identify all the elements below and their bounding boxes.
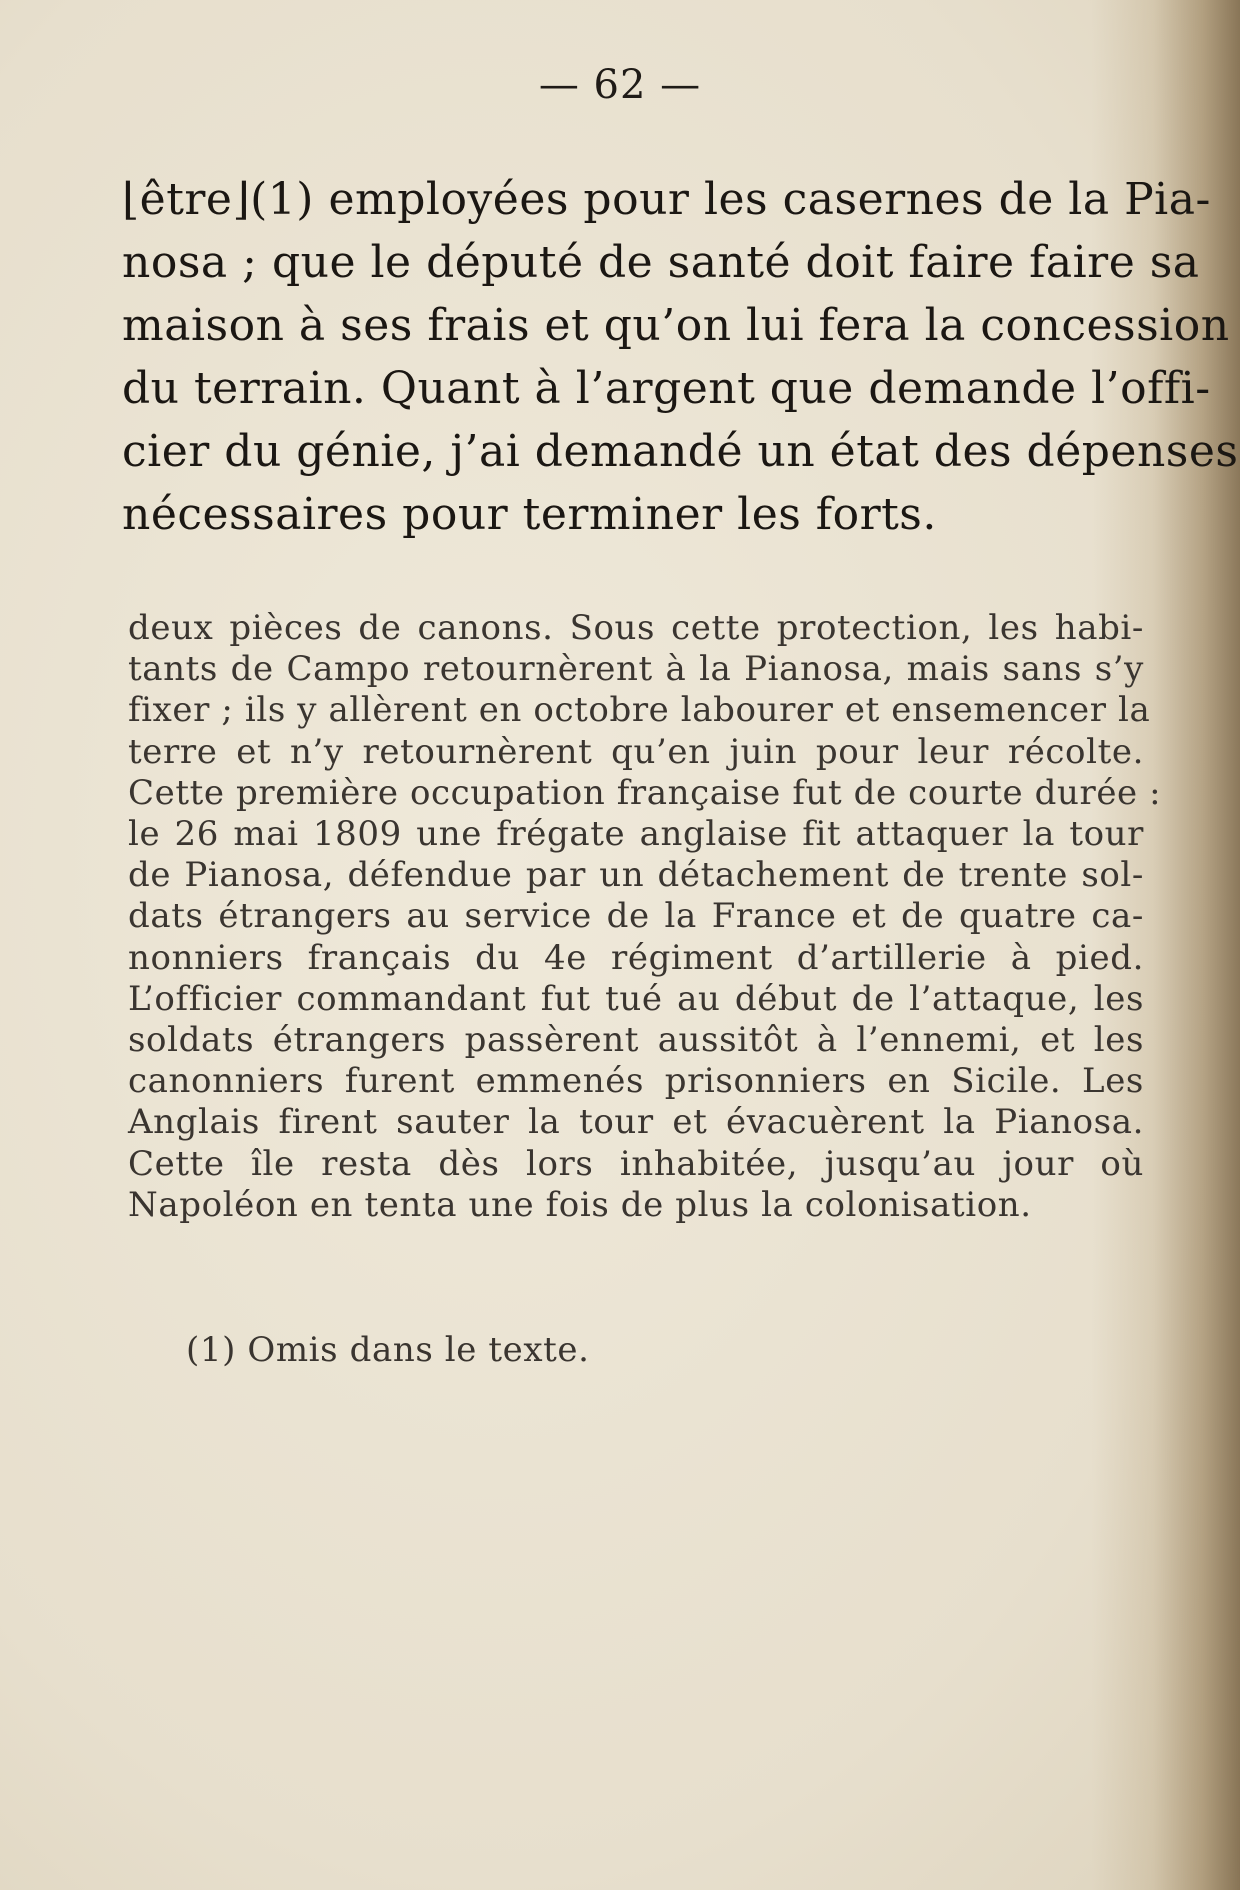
note-text-line: Cette île resta dès lors inhabitée, jusqu’au jour où: [128, 1143, 1144, 1184]
note-text-line: Anglais firent sauter la tour et évacuèrent la Pianosa.: [128, 1102, 1144, 1143]
note-text-line: canonniers furent emmenés prisonniers en Sicile. Les: [128, 1061, 1144, 1102]
main-text-line: du terrain. Quant à l’argent que demande l’offi-: [122, 363, 1211, 414]
note-text-line: fixer ; ils y allèrent en octobre labourer et ensemencer la: [128, 690, 1151, 731]
note-text-line: tants de Campo retournèrent à la Pianosa, mais sans s’y: [128, 649, 1144, 690]
note-text-line: terre et n’y retournèrent qu’en juin pour leur récolte.: [128, 731, 1144, 772]
main-text-line: ⌊être⌋(1) employées pour les casernes de la Pia-: [122, 174, 1211, 225]
note-text-line: le 26 mai 1809 une frégate anglaise fit attaquer la tour: [128, 814, 1144, 855]
note-text-line: Napoléon en tenta une fois de plus la colonisation.: [128, 1184, 1032, 1225]
main-text-line: cier du génie, j’ai demandé un état des dépenses: [122, 426, 1239, 477]
note-text-block: [128, 608, 1162, 1226]
main-text-line: nécessaires pour terminer les forts.: [122, 489, 937, 540]
page-number: — 62 —: [538, 62, 702, 108]
note-text-line: de Pianosa, défendue par un détachement de trente sol-: [128, 855, 1144, 896]
main-text-block: [122, 168, 1239, 546]
main-text-line: nosa ; que le député de santé doit faire faire sa: [122, 237, 1200, 288]
note-text-line: deux pièces de canons. Sous cette protection, les habi-: [128, 608, 1144, 648]
note-text-line: dats étrangers au service de la France et de quatre ca-: [128, 896, 1144, 937]
main-text-line: maison à ses frais et qu’on lui fera la concession: [122, 300, 1230, 351]
note-text-line: nonniers français du 4e régiment d’artillerie à pied.: [128, 937, 1144, 978]
note-text-line: L’officier commandant fut tué au début de l’attaque, les: [128, 978, 1144, 1019]
footnote: (1) Omis dans le texte.: [186, 1330, 590, 1370]
note-text-line: soldats étrangers passèrent aussitôt à l’ennemi, et les: [128, 1020, 1144, 1061]
note-text-line: Cette première occupation française fut de courte durée :: [128, 772, 1162, 813]
